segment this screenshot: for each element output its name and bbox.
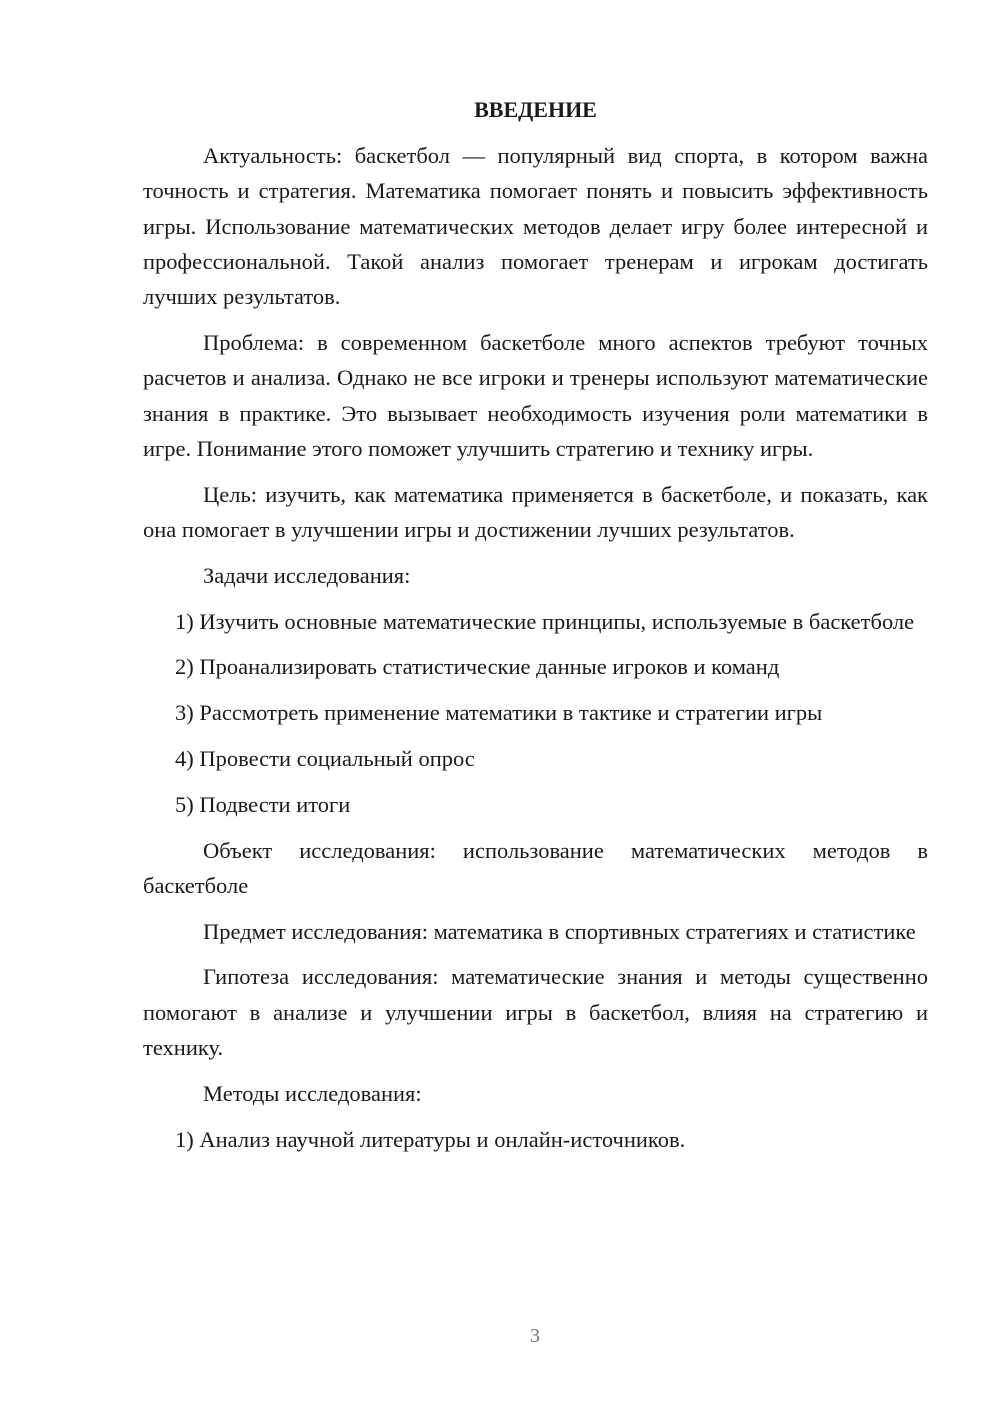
- hypothesis-paragraph: Гипотеза исследования: математические знания и методы существенно помогают в анализе и улучшении игры в баскетбол, влияя на стратегию и технику.: [143, 964, 928, 1061]
- task-item: 1) Изучить основные математические принципы, используемые в баскетболе: [175, 608, 915, 634]
- object-paragraph: Объект исследования: использование математических методов в баскетболе: [143, 837, 928, 898]
- page-number: 3: [530, 1325, 540, 1347]
- task-item: 2) Проанализировать статистические данные игроков и команд: [175, 654, 780, 680]
- subject-paragraph: Предмет исследования: математика в спортивных стратегиях и статистике: [203, 918, 916, 944]
- document-page: [143, 92, 928, 1167]
- relevance-paragraph: Актуальность: баскетбол — популярный вид спорта, в котором важна точность и стратегия. Математика помогает понять и повысить эффективность игры. Использование математических методов делает игру более интересной и профессиональной. Такой анализ помогает тренерам и игрокам достигать лучших результатов.: [143, 143, 928, 310]
- goal-paragraph: Цель: изучить, как математика применяется в баскетболе, и показать, как она помогает в улучшении игры и достижении лучших результатов.: [143, 481, 928, 542]
- task-item: 5) Подвести итоги: [175, 791, 351, 817]
- page-title: ВВЕДЕНИЕ: [474, 97, 597, 122]
- task-item: 4) Провести социальный опрос: [175, 745, 475, 771]
- method-item: 1) Анализ научной литературы и онлайн-источников.: [175, 1126, 686, 1152]
- task-item: 3) Рассмотреть применение математики в тактике и стратегии игры: [175, 700, 823, 726]
- problem-paragraph: Проблема: в современном баскетболе много аспектов требуют точных расчетов и анализа. Однако не все игроки и тренеры используют математические знания в практике. Это вызывает необходимость изучения роли математики в игре. Понимание этого поможет улучшить стратегию и технику игры.: [143, 329, 928, 461]
- methods-heading: Методы исследования:: [203, 1080, 422, 1106]
- tasks-heading: Задачи исследования:: [203, 562, 411, 588]
